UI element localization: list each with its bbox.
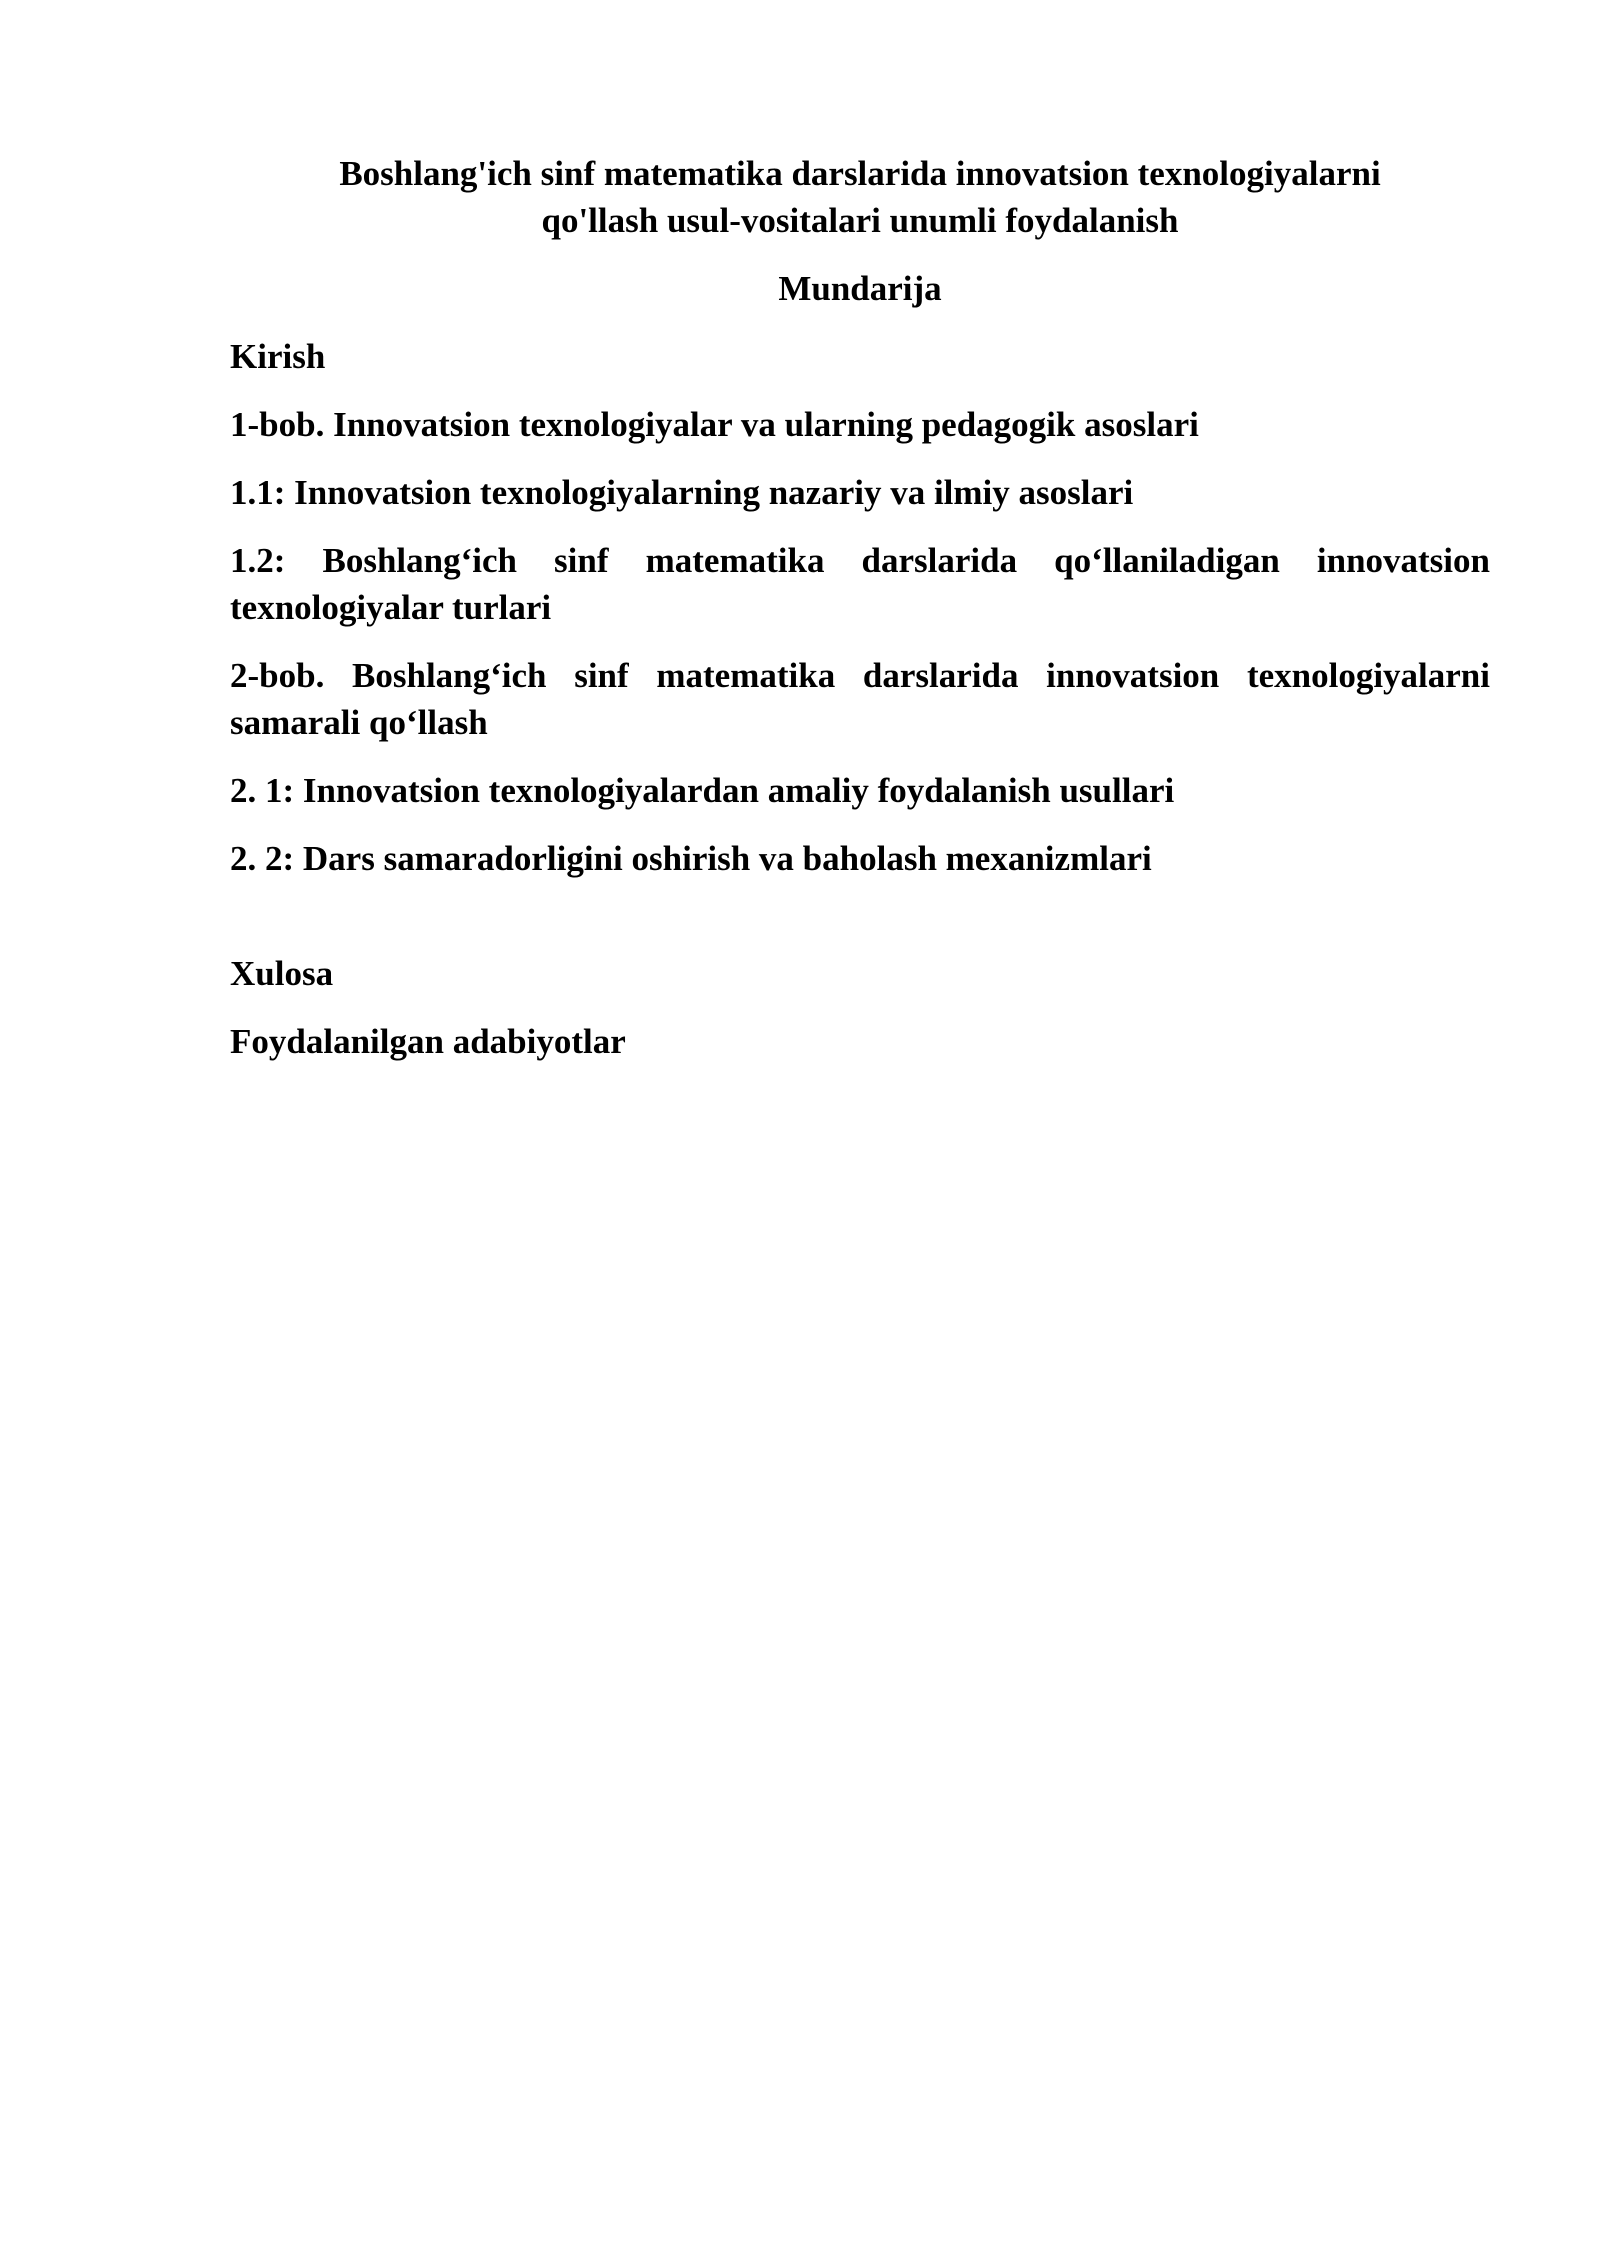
toc-item-introduction: Kirish: [230, 337, 326, 376]
toc-item-section-2-2: 2. 2: Dars samaradorligini oshirish va baholash mexanizmlari: [230, 839, 1152, 878]
toc-item-section-1-2: 1.2: Boshlang‘ich sinf matematika darslarida qo‘llaniladigan innovatsion texnologiyalar turlari: [230, 541, 1490, 627]
toc-item-conclusion: Xulosa: [230, 954, 334, 993]
toc-heading: Mundarija: [778, 269, 942, 308]
table-of-contents: [230, 333, 1490, 1065]
toc-item-chapter-1: 1-bob. Innovatsion texnologiyalar va ularning pedagogik asoslari: [230, 405, 1199, 444]
toc-item-references: Foydalanilgan adabiyotlar: [230, 1022, 626, 1061]
page-content: [230, 150, 1490, 1086]
toc-item-section-1-1: 1.1: Innovatsion texnologiyalarning nazariy va ilmiy asoslari: [230, 473, 1134, 512]
document-title-line-1: Boshlang'ich sinf matematika darslarida innovatsion texnologiyalarni: [339, 154, 1381, 193]
document-title-line-2: qo'llash usul-vositalari unumli foydalanish: [541, 201, 1179, 240]
toc-item-chapter-2: 2-bob. Boshlang‘ich sinf matematika darslarida innovatsion texnologiyalarni samarali qo‘llash: [230, 656, 1490, 742]
toc-item-section-2-1: 2. 1: Innovatsion texnologiyalardan amaliy foydalanish usullari: [230, 771, 1175, 810]
